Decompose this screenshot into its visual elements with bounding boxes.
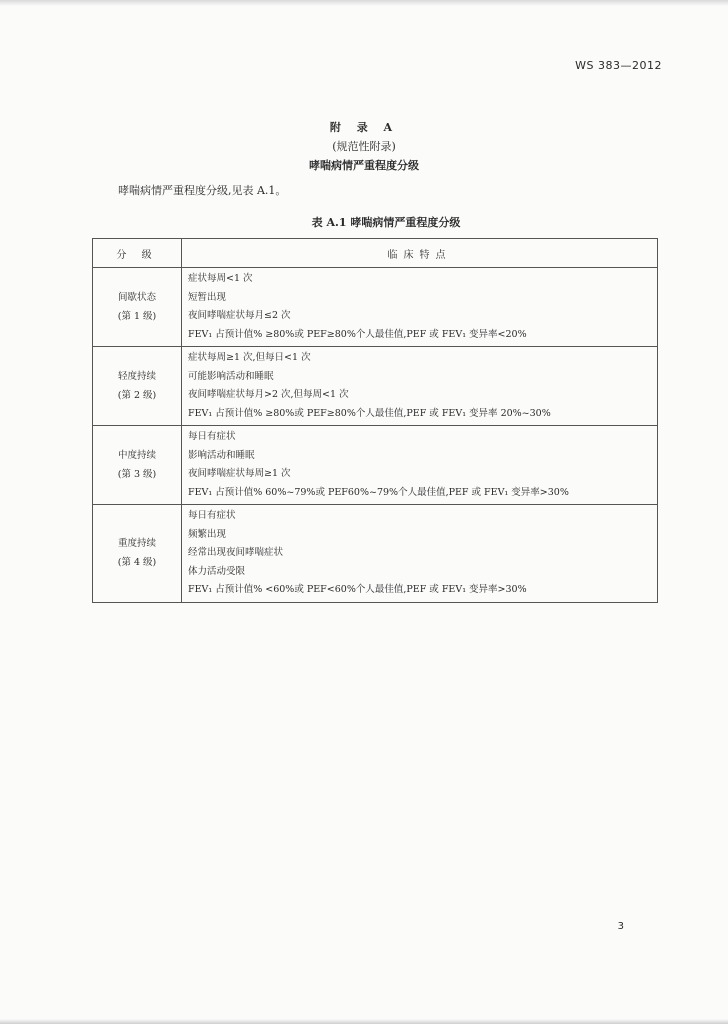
feature-line: 夜间哮喘症状每月≤2 次 xyxy=(188,310,291,321)
appendix-title: 附 录 A xyxy=(329,121,399,134)
feature-line: 症状每周≥1 次,但每日<1 次 xyxy=(188,352,311,363)
grade-name: 重度持续 xyxy=(117,538,156,550)
appendix-type: (规范性附录) xyxy=(332,140,396,153)
severity-table xyxy=(92,238,658,603)
feature-line: 每日有症状 xyxy=(188,431,236,442)
page-number: 3 xyxy=(617,921,624,932)
feature-line: FEV₁ 占预计值% ≥80%或 PEF≥80%个人最佳值,PEF 或 FEV₁ 变异率 20%~30% xyxy=(188,407,551,419)
grade-level: (第 3 级) xyxy=(117,469,157,480)
feature-line: 夜间哮喘症状每周≥1 次 xyxy=(188,468,291,479)
appendix-name: 哮喘病情严重程度分级 xyxy=(309,159,419,172)
features-cell xyxy=(182,268,658,347)
feature-line: FEV₁ 占预计值% ≥80%或 PEF≥80%个人最佳值,PEF 或 FEV₁ 变异率<20% xyxy=(188,328,527,340)
table-row xyxy=(93,505,658,603)
scan-shadow-top xyxy=(0,0,728,6)
feature-line: 每日有症状 xyxy=(188,510,236,521)
feature-line: FEV₁ 占预计值% <60%或 PEF<60%个人最佳值,PEF 或 FEV₁ 变异率>30% xyxy=(188,584,527,595)
feature-line: 症状每周<1 次 xyxy=(188,273,253,284)
feature-line: 经常出现夜间哮喘症状 xyxy=(188,547,284,558)
table-row xyxy=(93,268,658,347)
table-row xyxy=(93,426,658,505)
grade-level: (第 1 级) xyxy=(117,311,157,322)
scan-shadow-bottom xyxy=(0,1019,728,1024)
column-header-grade: 分 级 xyxy=(93,239,182,268)
grade-name: 中度持续 xyxy=(117,450,156,461)
grade-cell xyxy=(93,426,182,505)
feature-line: 频繁出现 xyxy=(188,528,227,540)
table-caption: 表 A.1 哮喘病情严重程度分级 xyxy=(311,216,461,229)
feature-line: FEV₁ 占预计值% 60%~79%或 PEF60%~79%个人最佳值,PEF 或 FEV₁ 变异率>30% xyxy=(188,486,569,498)
grade-level: (第 2 级) xyxy=(117,390,157,401)
table-header-row xyxy=(93,239,658,268)
grade-cell xyxy=(93,347,182,426)
grade-cell xyxy=(93,505,182,603)
features-cell xyxy=(182,426,658,505)
features-cell xyxy=(182,347,658,426)
grade-level: (第 4 级) xyxy=(117,557,157,569)
grade-cell xyxy=(93,268,182,347)
standard-number: WS 383—2012 xyxy=(575,59,662,72)
feature-line: 夜间哮喘症状每月>2 次,但每周<1 次 xyxy=(188,389,349,400)
intro-text: 哮喘病情严重程度分级,见表 A.1。 xyxy=(118,184,287,197)
feature-line: 可能影响活动和睡眠 xyxy=(188,370,274,382)
grade-name: 间歇状态 xyxy=(117,292,156,303)
column-header-features: 临床特点 xyxy=(182,239,658,268)
features-cell xyxy=(182,505,658,603)
feature-line: 短暂出现 xyxy=(188,291,227,303)
table-row xyxy=(93,347,658,426)
feature-line: 体力活动受限 xyxy=(188,565,246,577)
grade-name: 轻度持续 xyxy=(117,371,156,382)
feature-line: 影响活动和睡眠 xyxy=(188,449,255,461)
